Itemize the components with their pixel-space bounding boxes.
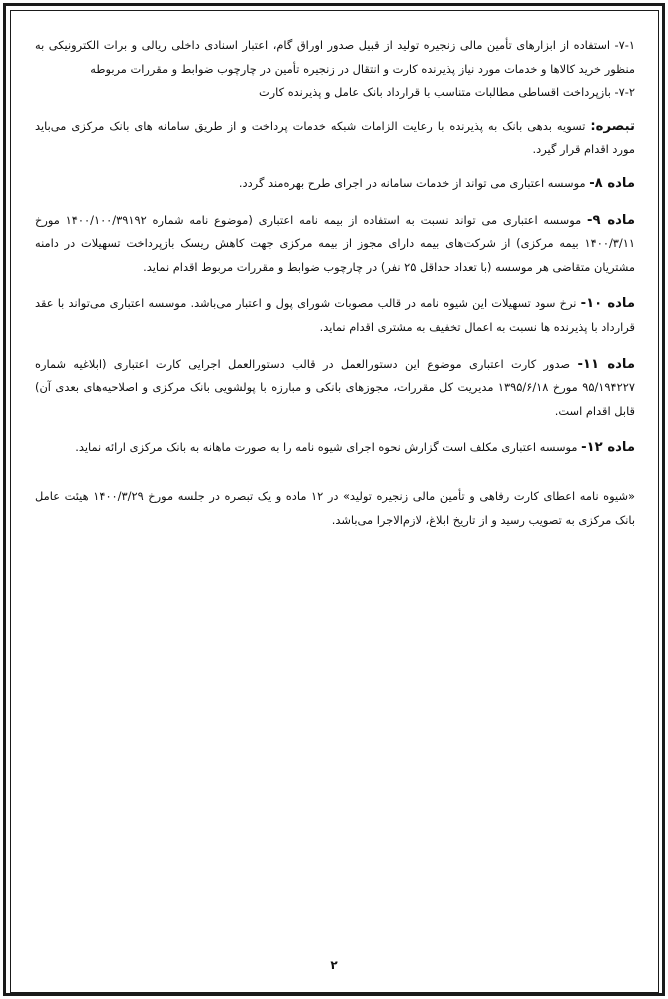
article-label: ماده ۸- <box>589 175 635 191</box>
article-label: ماده ۱۲- <box>581 440 635 456</box>
article-text: صدور کارت اعتباری موضوع این دستورالعمل در قالب دستورالعمل اجرایی کارت اعتباری (ابلاغیه شماره ۹۵/۱۹۴۲۲۷ مورخ ۱۳۹۵/۶/۱۸ مدیریت کل مقررات، مجوزهای بانکی و مبارزه با پولشویی بانک مرکزی و اصلاحیه‌های بعدی آن) قابل اقدام است. <box>35 356 635 418</box>
article-11 <box>35 353 635 424</box>
closing-statement: «شیوه نامه اعطای کارت رفاهی و تأمین مالی زنجیره تولید» در ۱۲ ماده و یک تبصره در جلسه مورخ ۱۴۰۰/۳/۲۹ هیئت عامل بانک مرکزی به تصویب رسید و از تاریخ ابلاغ، لازم‌الاجرا می‌باشد. <box>35 488 635 527</box>
article-label: ماده ۱۱- <box>577 356 635 372</box>
article-label: ماده ۱۰- <box>580 296 635 312</box>
article-text: موسسه اعتباری مکلف است گزارش نحوه اجرای شیوه نامه را به صورت ماهانه به بانک مرکزی ارائه نماید. <box>75 440 582 455</box>
note-text: تسویه بدهی بانک به پذیرنده با رعایت الزامات شبکه خدمات پرداخت و از طریق سامانه های بانک مرکزی می‌باید مورد اقدام قرار گیرد. <box>35 118 635 157</box>
sub-item-7-2: ۷-۲- بازپرداخت اقساطی مطالبات متناسب با قرارداد بانک عامل و پذیرنده کارت <box>258 85 635 100</box>
article-12 <box>35 436 635 460</box>
page-number: ۲ <box>330 958 338 972</box>
note-label: تبصره: <box>590 118 635 134</box>
sub-item-7-1: ۷-۱- استفاده از ابزارهای تأمین مالی زنجیره تولید از قبیل صدور اوراق گام، اعتبار اسنادی داخلی ریالی و برات الکترونیکی به منظور خرید کالاها و خدمات مورد نیاز پذیرنده کارت و انتقال در زنجیره تأمین در چارچوب ضوابط و مقررات مربوطه <box>35 38 635 76</box>
note-paragraph <box>35 115 635 162</box>
article-8 <box>35 172 635 196</box>
article-text: نرخ سود تسهیلات این شیوه نامه در قالب مصوبات شورای پول و اعتبار می‌باشد. موسسه اعتباری می‌تواند با عقد قرارداد با پذیرنده ها نسبت به اعمال تخفیف به مشتری اقدام نماید. <box>35 296 635 334</box>
article-text: موسسه اعتباری می تواند نسبت به استفاده از بیمه نامه اعتباری (موضوع نامه شماره ۱۴۰۰/۱۰۰/۳۹۱۹۲ مورخ ۱۴۰۰/۳/۱۱ بیمه مرکزی) از شرکت‌های بیمه دارای مجوز از بیمه مرکزی جهت کاهش ریسک بازپرداخت تسهیلات در دامنه مشتریان متقاضی هر موسسه (با تعداد حداقل ۲۵ نفر) در چارچوب ضوابط و مقررات مربوط اقدام نماید. <box>35 212 635 274</box>
document-body <box>35 34 635 532</box>
article-9 <box>35 209 635 280</box>
article-text: موسسه اعتباری می تواند از خدمات سامانه در اجرای طرح بهره‌مند گردد. <box>238 175 590 190</box>
article-10 <box>35 292 635 339</box>
article-label: ماده ۹- <box>587 212 635 228</box>
